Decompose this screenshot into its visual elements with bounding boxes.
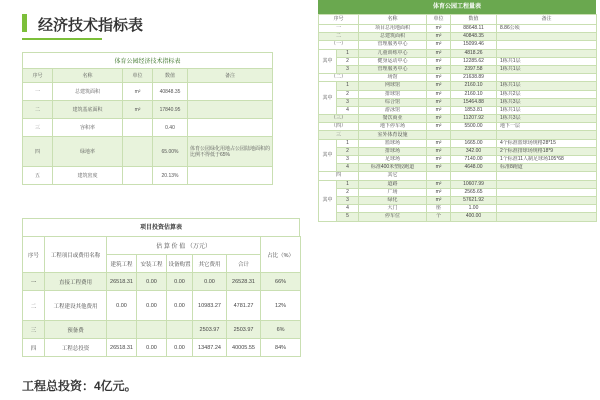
cell: 0.40 xyxy=(153,119,188,137)
cell: m² xyxy=(427,25,451,33)
cell: 4781.27 xyxy=(227,291,261,321)
cell: 2160.10 xyxy=(451,82,497,90)
cell: 0.00 xyxy=(167,273,193,291)
cell: 1栋共3层 xyxy=(497,115,597,123)
cell xyxy=(497,205,597,213)
cell: 四 xyxy=(23,137,53,167)
cell: 排球馆 xyxy=(359,90,427,98)
cell: 13487.24 xyxy=(193,339,227,357)
cell: m² xyxy=(427,188,451,196)
cell: m² xyxy=(123,101,153,119)
header-cell: 设备购置 xyxy=(167,255,193,273)
cell: 17840.95 xyxy=(153,101,188,119)
cell: 1.00 xyxy=(451,205,497,213)
cell: 四 xyxy=(319,172,359,180)
cell: 游泳馆 xyxy=(359,106,427,114)
cell: 2 xyxy=(337,188,359,196)
cell: 综合馆 xyxy=(359,98,427,106)
cell: m² xyxy=(427,196,451,204)
cell: 2个标准排球场规格18*9 xyxy=(497,147,597,155)
cell: 2 xyxy=(337,57,359,65)
cell: 1 xyxy=(337,139,359,147)
side-label: 其中 xyxy=(319,82,337,115)
cell: 1栋共3层 xyxy=(497,98,597,106)
cell: 广场 xyxy=(359,188,427,196)
cell: 3 xyxy=(337,65,359,73)
header-cell: 备注 xyxy=(497,15,597,25)
indicator-table xyxy=(22,52,273,185)
cell: 40848.35 xyxy=(451,33,497,41)
cell: 3 xyxy=(337,196,359,204)
cell: m² xyxy=(427,123,451,131)
cell: 2397.58 xyxy=(451,65,497,73)
cell: （二） xyxy=(319,74,359,82)
header-cell: 单位 xyxy=(123,69,153,83)
indicator-table-caption: 体育公园经济技术指标表 xyxy=(23,53,273,69)
cell: 直接工程费用 xyxy=(45,273,107,291)
cell: 4 xyxy=(337,205,359,213)
cell: m² xyxy=(427,49,451,57)
cell xyxy=(188,83,273,101)
cell: 12% xyxy=(261,291,301,321)
cell: 地下一层 xyxy=(497,123,597,131)
cell: 21638.89 xyxy=(451,74,497,82)
cell: 400.00 xyxy=(451,213,497,221)
cell: （四） xyxy=(319,123,359,131)
cell: 40848.35 xyxy=(153,83,188,101)
cell: 3 xyxy=(337,98,359,106)
header-cell: 合计 xyxy=(227,255,261,273)
header-cell: 占比（%） xyxy=(261,237,301,273)
cell: 84% xyxy=(261,339,301,357)
cell: 标准8跑道 xyxy=(497,164,597,172)
cell xyxy=(123,167,153,185)
cell: m² xyxy=(427,41,451,49)
cell: 1栋共1层 xyxy=(497,82,597,90)
cell: 15099.46 xyxy=(451,41,497,49)
cell: 停车位 xyxy=(359,213,427,221)
cell: 健身运动中心 xyxy=(359,57,427,65)
cell xyxy=(497,41,597,49)
cell: 项目总用地面积 xyxy=(359,25,427,33)
cell xyxy=(497,33,597,41)
header-cell: 备注 xyxy=(188,69,273,83)
cell: 绿地率 xyxy=(53,137,123,167)
header-cell: 其它费用 xyxy=(193,255,227,273)
cell: 1栋共1层 xyxy=(497,65,597,73)
cell: m² xyxy=(427,106,451,114)
cell: 66% xyxy=(261,273,301,291)
project-table-caption: 体育公园工程量表 xyxy=(318,0,596,14)
cell: 0.00 xyxy=(107,291,137,321)
cell: 一 xyxy=(319,25,359,33)
cell: 342.00 xyxy=(451,147,497,155)
cell: 三 xyxy=(23,321,45,339)
cell: 工程总投资 xyxy=(45,339,107,357)
cell: 其它 xyxy=(359,172,427,180)
cell: 一 xyxy=(23,83,53,101)
cell: 1 xyxy=(337,49,359,57)
cell: 0.00 xyxy=(137,291,167,321)
cell: 8.86公顷 xyxy=(497,25,597,33)
cell: 10983.27 xyxy=(193,291,227,321)
cell xyxy=(123,119,153,137)
cell: 管理服务中心 xyxy=(359,41,427,49)
cell xyxy=(497,180,597,188)
cell: m² xyxy=(123,83,153,101)
cell: m² xyxy=(427,33,451,41)
header-cell: 估 算 价 值 （万元） xyxy=(107,237,261,255)
cell xyxy=(497,172,597,180)
cell xyxy=(188,119,273,137)
cell: 4648.00 xyxy=(451,164,497,172)
side-label: 其中 xyxy=(319,180,337,221)
cell: 体育公园绿化用地占公园陆地面积的比例不得低于65% xyxy=(188,137,273,167)
cell: 0.00 xyxy=(167,291,193,321)
cell: 2565.65 xyxy=(451,188,497,196)
cell xyxy=(497,196,597,204)
cell: 4818.26 xyxy=(451,49,497,57)
header-cell: 单位 xyxy=(427,15,451,25)
cell: 建筑基底面积 xyxy=(53,101,123,119)
cell: 四 xyxy=(23,339,45,357)
cell: 标准400米塑胶跑道 xyxy=(359,164,427,172)
cell xyxy=(188,101,273,119)
cell: m² xyxy=(427,115,451,123)
cell: 1853.81 xyxy=(451,106,497,114)
cell: 2 xyxy=(337,147,359,155)
cell: 五 xyxy=(23,167,53,185)
cell xyxy=(427,131,451,139)
cell: 0.00 xyxy=(193,273,227,291)
cell: （一） xyxy=(319,41,359,49)
cell: 二 xyxy=(23,291,45,321)
cell: （三） xyxy=(319,115,359,123)
cell: m² xyxy=(427,74,451,82)
cell: 场馆 xyxy=(359,74,427,82)
cell: 4 xyxy=(337,164,359,172)
header-cell: 工程项目或费用名称 xyxy=(45,237,107,273)
side-label: 其中 xyxy=(319,139,337,172)
cell: 1665.00 xyxy=(451,139,497,147)
cell: 5 xyxy=(337,213,359,221)
cell: 道路 xyxy=(359,180,427,188)
cell: 40005.55 xyxy=(227,339,261,357)
cell: 餐饮商业 xyxy=(359,115,427,123)
cell: 排球场 xyxy=(359,147,427,155)
cell: 2503.97 xyxy=(193,321,227,339)
cell xyxy=(497,131,597,139)
cell xyxy=(427,172,451,180)
cell: 11207.92 xyxy=(451,115,497,123)
cell: 15464.88 xyxy=(451,98,497,106)
cell: 7140.00 xyxy=(451,156,497,164)
cell: 4个标准篮球场规格28*15 xyxy=(497,139,597,147)
cell: 总建筑面积 xyxy=(53,83,123,101)
cell: m² xyxy=(427,57,451,65)
header-cell: 安装工程 xyxy=(137,255,167,273)
cell: m² xyxy=(427,98,451,106)
cell: 2160.10 xyxy=(451,90,497,98)
cell: 65.00% xyxy=(153,137,188,167)
cell xyxy=(451,172,497,180)
cell xyxy=(451,131,497,139)
cell: 篮球场 xyxy=(359,139,427,147)
cell xyxy=(497,49,597,57)
cell: 二 xyxy=(23,101,53,119)
header-cell: 序号 xyxy=(23,237,45,273)
header-cell: 名称 xyxy=(53,69,123,83)
cell: m² xyxy=(427,164,451,172)
cell: 88648.11 xyxy=(451,25,497,33)
header-cell: 序号 xyxy=(319,15,359,25)
cell: 0.00 xyxy=(167,339,193,357)
cell: 5500.00 xyxy=(451,123,497,131)
cell: 20.13% xyxy=(153,167,188,185)
cell: 6% xyxy=(261,321,301,339)
invest-table xyxy=(22,236,301,357)
cell: 4 xyxy=(337,106,359,114)
cell: 个 xyxy=(427,213,451,221)
side-label: 其中 xyxy=(319,49,337,74)
header-cell: 名称 xyxy=(359,15,427,25)
cell: 座 xyxy=(427,205,451,213)
total-investment-text: 工程总投资：4亿元。 xyxy=(22,379,137,393)
cell: 1 xyxy=(337,82,359,90)
title-accent-bar xyxy=(22,14,27,32)
header-cell: 数值 xyxy=(153,69,188,83)
cell: 预备费 xyxy=(45,321,107,339)
cell: m² xyxy=(427,90,451,98)
cell: 建筑密度 xyxy=(53,167,123,185)
cell: 26518.31 xyxy=(107,273,137,291)
cell: m² xyxy=(427,180,451,188)
cell: 绿化 xyxy=(359,196,427,204)
cell xyxy=(137,321,167,339)
cell: 12285.62 xyxy=(451,57,497,65)
cell: 三 xyxy=(23,119,53,137)
cell: 1栋共1层 xyxy=(497,57,597,65)
page-title: 经济技术指标表 xyxy=(38,17,144,34)
cell: 1 xyxy=(337,180,359,188)
cell xyxy=(497,188,597,196)
cell: 工程建设其他费用 xyxy=(45,291,107,321)
cell: 总建筑面积 xyxy=(359,33,427,41)
cell: 容积率 xyxy=(53,119,123,137)
header-cell: 数值 xyxy=(451,15,497,25)
cell xyxy=(107,321,137,339)
cell: 大门 xyxy=(359,205,427,213)
cell: 足球场 xyxy=(359,156,427,164)
cell: 儿童训练中心 xyxy=(359,49,427,57)
cell xyxy=(123,137,153,167)
cell: 26518.31 xyxy=(107,339,137,357)
cell: 二 xyxy=(319,33,359,41)
cell xyxy=(497,74,597,82)
header-cell: 建筑工程 xyxy=(107,255,137,273)
cell: 1个标准11人制足球场105*68 xyxy=(497,156,597,164)
cell: 2 xyxy=(337,90,359,98)
cell: 管理服务中心 xyxy=(359,65,427,73)
header-cell: 序号 xyxy=(23,69,53,83)
cell: m² xyxy=(427,65,451,73)
cell: m² xyxy=(427,82,451,90)
cell: m² xyxy=(427,156,451,164)
cell: m² xyxy=(427,147,451,155)
cell: 0.00 xyxy=(137,339,167,357)
cell: 10607.99 xyxy=(451,180,497,188)
cell: m² xyxy=(427,139,451,147)
cell xyxy=(167,321,193,339)
cell: 地下停车场 xyxy=(359,123,427,131)
cell: 1栋共1层 xyxy=(497,106,597,114)
cell: 室外体育设施 xyxy=(359,131,427,139)
cell: 57621.92 xyxy=(451,196,497,204)
cell xyxy=(188,167,273,185)
cell: 3 xyxy=(337,156,359,164)
cell: 一 xyxy=(23,273,45,291)
cell: 2503.97 xyxy=(227,321,261,339)
cell: 26528.31 xyxy=(227,273,261,291)
cell: 0.00 xyxy=(137,273,167,291)
cell xyxy=(497,213,597,221)
project-table xyxy=(318,14,597,222)
title-underline xyxy=(22,38,102,40)
cell: 网球馆 xyxy=(359,82,427,90)
cell: 三 xyxy=(319,131,359,139)
cell: 1栋共2层 xyxy=(497,90,597,98)
invest-table-caption: 项目投资估算表 xyxy=(22,218,300,236)
